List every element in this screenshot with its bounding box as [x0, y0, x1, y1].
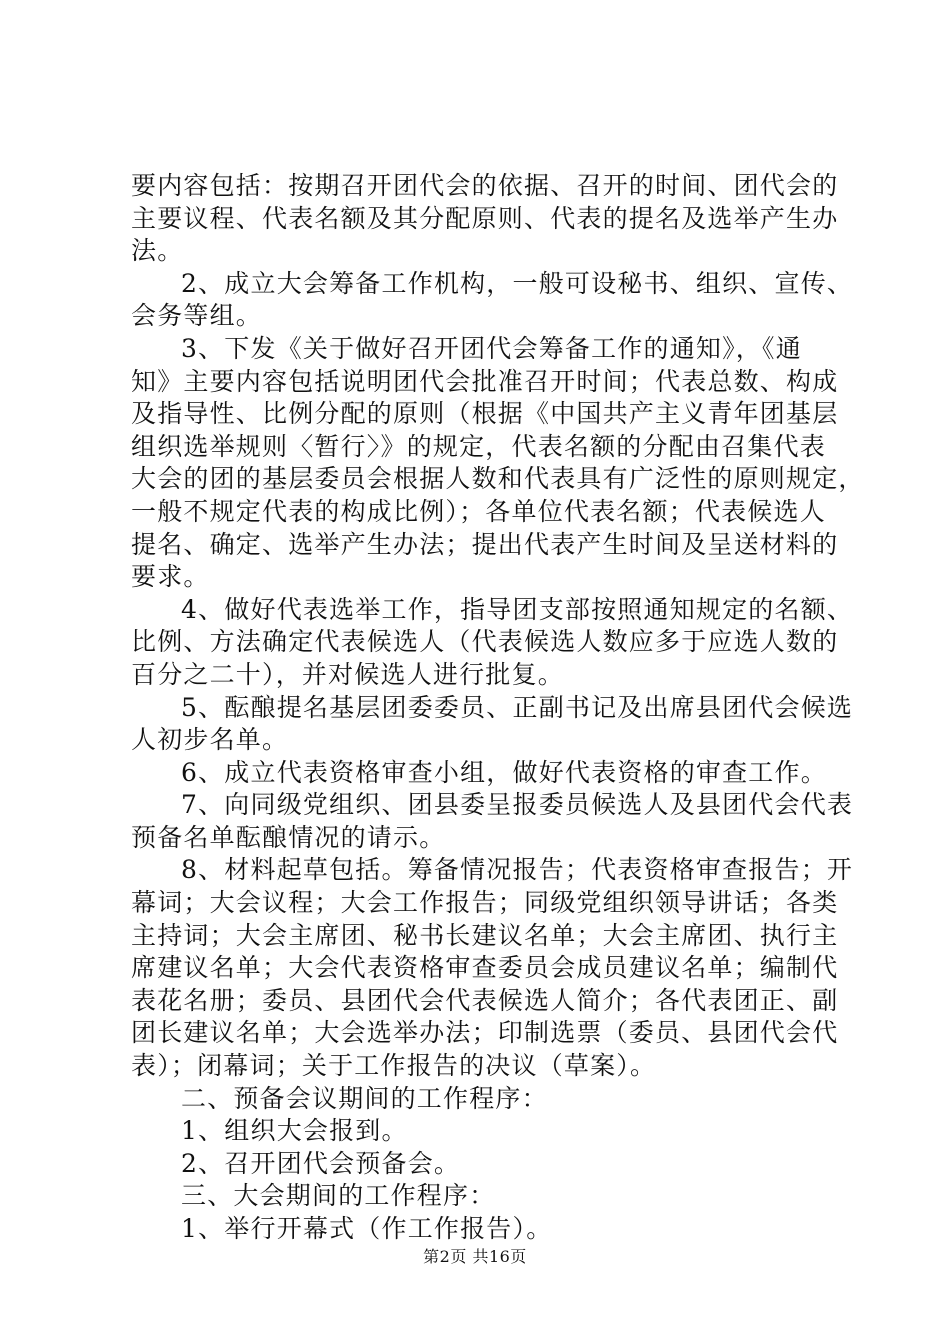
text-line: 大会的团的基层委员会根据人数和代表具有广泛性的原则规定，: [131, 464, 865, 494]
text-line: 法。: [131, 236, 184, 266]
text-line: 主要议程、代表名额及其分配原则、代表的提名及选举产生办: [131, 203, 839, 233]
text-line: 2、成立大会筹备工作机构，一般可设秘书、组织、宣传、: [181, 268, 854, 298]
text-line: 5、酝酿提名基层团委委员、正副书记及出席县团代会候选: [181, 692, 854, 722]
text-line: 表）；闭幕词；关于工作报告的决议（草案）。: [131, 1051, 657, 1081]
text-line: 提名、确定、选举产生办法；提出代表产生时间及呈送材料的: [131, 529, 839, 559]
text-line: 6、成立代表资格审查小组，做好代表资格的审查工作。: [181, 757, 827, 787]
text-line: 要求。: [131, 562, 210, 592]
section-heading: 二、预备会议期间的工作程序：: [181, 1083, 548, 1113]
text-line: 1、组织大会报到。: [181, 1116, 408, 1146]
document-body: [131, 170, 865, 1246]
text-line: 幕词；大会议程；大会工作报告；同级党组织领导讲话；各类: [131, 888, 839, 918]
text-line: 3、下发《关于做好召开团代会筹备工作的通知》，《通: [181, 333, 802, 363]
text-line: 8、材料起草包括。筹备情况报告；代表资格审查报告；开: [181, 855, 854, 885]
text-line: 1、举行开幕式（作工作报告）。: [181, 1214, 553, 1243]
section-heading: 三、大会期间的工作程序：: [181, 1181, 496, 1211]
text-line: 4、做好代表选举工作，指导团支部按照通知规定的名额、: [181, 594, 854, 624]
text-line: 比例、方法确定代表候选人（代表候选人数应多于应选人数的: [131, 627, 839, 657]
text-line: 主持词；大会主席团、秘书长建议名单；大会主席团、执行主: [131, 920, 839, 950]
text-line: 会务等组。: [131, 301, 263, 331]
text-line: 预备名单酝酿情况的请示。: [131, 822, 446, 852]
text-line: 要内容包括：按期召开团代会的依据、召开的时间、团代会的: [131, 171, 839, 200]
text-line: 2、召开团代会预备会。: [181, 1148, 461, 1178]
text-line: 及指导性、比例分配的原则（根据《中国共产主义青年团基层: [131, 399, 839, 429]
text-line: 知》主要内容包括说明团代会批准召开时间；代表总数、构成: [131, 366, 839, 396]
text-line: 组织选举规则〈暂行〉》的规定，代表名额的分配由召集代表: [131, 431, 826, 461]
text-line: 一般不规定代表的构成比例）；各单位代表名额；代表候选人: [131, 496, 826, 526]
text-line: 7、向同级党组织、团县委呈报委员候选人及县团代会代表: [181, 790, 854, 820]
text-line: 团长建议名单；大会选举办法；印制选票（委员、县团代会代: [131, 1018, 839, 1048]
text-line: 百分之二十），并对候选人进行批复。: [131, 659, 564, 689]
text-line: 席建议名单；大会代表资格审查委员会成员建议名单；编制代: [131, 953, 839, 983]
text-line: 表花名册；委员、县团代会代表候选人简介；各代表团正、副: [131, 985, 839, 1015]
text-line: 人初步名单。: [131, 725, 289, 755]
page-number-footer: 第2页 共16页: [423, 1247, 527, 1266]
